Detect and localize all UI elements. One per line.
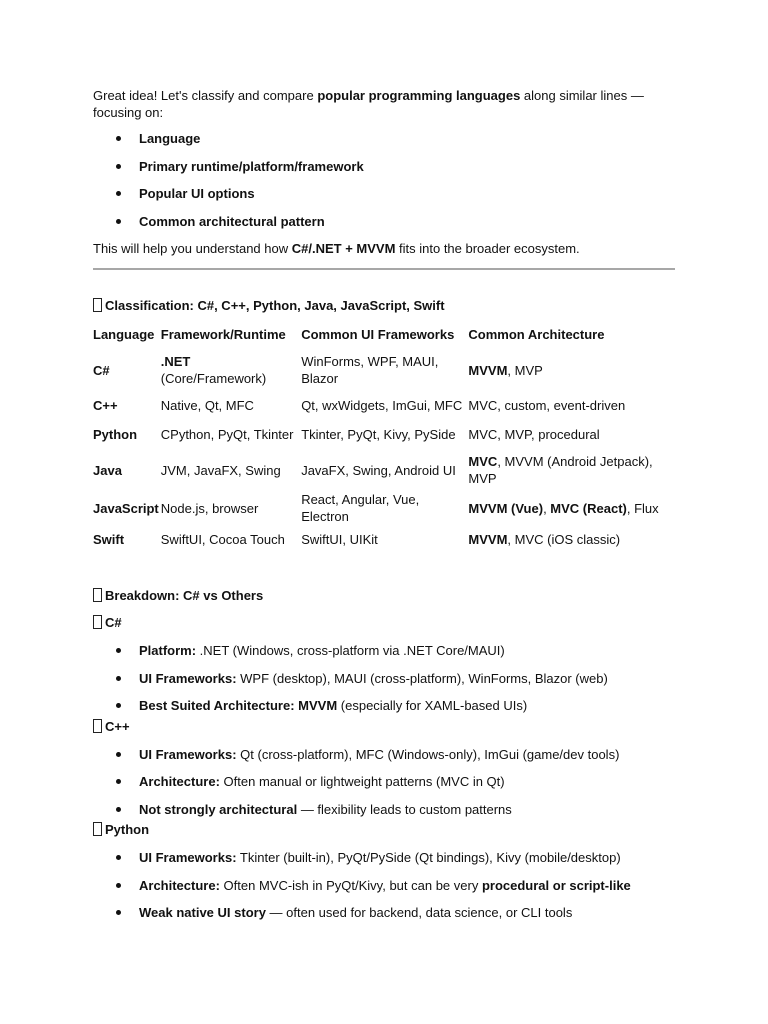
list-item (93, 773, 675, 801)
table-row (93, 349, 675, 391)
classification-table (93, 326, 675, 554)
language-cell: Java (93, 462, 122, 478)
list-item (93, 697, 675, 725)
ui-cell: Tkinter, PyQt, Kivy, PySide (301, 427, 456, 442)
column-header: Framework/Runtime (160, 327, 286, 342)
table-row (93, 391, 675, 420)
intro-text-end: along similar lines — focusing on: (93, 88, 644, 120)
architecture-bold: MVC (React) (550, 500, 627, 516)
item-label: UI Frameworks: (139, 746, 237, 762)
architecture-cell (468, 491, 675, 525)
architecture-bold: MVVM (Vue) (468, 500, 544, 516)
language-cell: C# (93, 362, 110, 378)
csharp-heading (93, 614, 675, 631)
item-text: (especially for XAML-based UIs) (337, 698, 528, 713)
item-text: WPF (desktop), MAUI (cross-platform), WinForms, Blazor (web) (236, 670, 608, 686)
list-item (93, 877, 675, 905)
ui-cell: SwiftUI, UIKit (301, 532, 378, 547)
column-header: Common UI Frameworks (301, 327, 455, 342)
item-text: Often manual or lightweight patterns (MVC in Qt) (219, 774, 505, 789)
intro-text: Great idea! Let's classify and compare (93, 88, 318, 103)
focus-item-label: Language (139, 131, 201, 146)
python-list (93, 849, 675, 932)
missing-glyph-icon (93, 615, 102, 629)
architecture-cell (468, 349, 675, 391)
list-item (93, 130, 675, 158)
language-cell: Swift (93, 532, 125, 547)
python-heading-text: Python (105, 822, 150, 837)
item-text: — flexibility leads to custom patterns (297, 801, 512, 817)
list-item (93, 670, 675, 698)
item-text: — often used for backend, data science, or CLI tools (265, 905, 573, 920)
focus-item-label: Popular UI options (139, 186, 255, 201)
summary-text-end: fits into the broader ecosystem. (395, 241, 580, 256)
item-label: Weak native UI story (139, 905, 266, 920)
missing-glyph-icon (93, 588, 102, 602)
item-text: Qt (cross-platform), MFC (Windows-only), ImGui (game/dev tools) (236, 746, 620, 762)
architecture-text: , MVC (iOS classic) (507, 532, 621, 547)
item-label: UI Frameworks: (139, 850, 237, 865)
item-text: Tkinter (built-in), PyQt/PySide (Qt bindings), Kivy (mobile/desktop) (236, 850, 621, 865)
list-item (93, 801, 675, 829)
horizontal-rule (93, 268, 675, 270)
architecture-bold: MVVM (468, 532, 508, 547)
framework-cell: SwiftUI, Cocoa Touch (160, 532, 285, 547)
architecture-cell: MVC, MVP, procedural (468, 427, 600, 442)
missing-glyph-icon (93, 298, 102, 312)
framework-cell (161, 349, 301, 391)
architecture-text: , Flux (626, 500, 659, 516)
item-text: .NET (Windows, cross-platform via .NET Core/MAUI) (196, 643, 505, 658)
breakdown-heading-text: Breakdown: C# vs Others (105, 588, 264, 603)
architecture-bold: MVC (468, 454, 498, 469)
framework-text: (Core/Framework) (160, 371, 267, 386)
list-item (93, 746, 675, 774)
table-row (93, 449, 675, 491)
focus-item-label: Common architectural pattern (139, 213, 325, 229)
cpp-heading-text: C++ (105, 718, 130, 734)
architecture-cell (468, 449, 675, 491)
column-header: Common Architecture (468, 327, 605, 342)
architecture-text: , MVP (507, 362, 543, 378)
framework-bold: .NET (160, 354, 191, 369)
csharp-heading-text: C# (105, 615, 122, 630)
list-item (93, 849, 675, 877)
item-label: Architecture: (139, 877, 220, 893)
ui-cell: React, Angular, Vue, Electron (301, 492, 420, 524)
architecture-text: , MVVM (Android Jetpack), MVP (468, 454, 653, 486)
intro-bold: popular programming languages (317, 88, 521, 103)
table-header-row (93, 326, 675, 349)
list-item (93, 213, 675, 241)
document-page (93, 87, 675, 932)
language-cell: Python (93, 427, 138, 442)
framework-cell: Native, Qt, MFC (160, 398, 254, 413)
breakdown-heading (93, 587, 675, 604)
csharp-list (93, 642, 675, 725)
list-item (93, 158, 675, 186)
item-label: Best Suited Architecture: MVVM (139, 698, 338, 713)
item-label: Architecture: (139, 774, 220, 789)
framework-cell: Node.js, browser (160, 500, 259, 516)
ui-cell: WinForms, WPF, MAUI, Blazor (301, 354, 439, 386)
list-item (93, 904, 675, 932)
item-label: Platform: (139, 643, 197, 658)
summary-paragraph (93, 240, 675, 257)
framework-cell: CPython, PyQt, Tkinter (160, 427, 294, 442)
framework-cell: JVM, JavaFX, Swing (160, 462, 281, 478)
ui-cell: JavaFX, Swing, Android UI (301, 462, 456, 478)
list-item (93, 642, 675, 670)
column-header: Language (93, 327, 155, 342)
architecture-cell: MVC, custom, event-driven (468, 398, 626, 413)
table-row (93, 491, 675, 525)
intro-paragraph (93, 87, 675, 121)
focus-item-label: Primary runtime/platform/framework (139, 158, 364, 174)
table-row (93, 420, 675, 449)
table-row (93, 525, 675, 554)
item-text: Often MVC-ish in PyQt/Kivy, but can be very (219, 877, 482, 893)
item-label: Not strongly architectural (139, 801, 298, 817)
architecture-separator: , (543, 500, 551, 516)
classification-heading (93, 297, 675, 314)
summary-text: This will help you understand how (93, 241, 292, 256)
ui-cell: Qt, wxWidgets, ImGui, MFC (301, 398, 463, 413)
classification-heading-text: Classification: C#, C++, Python, Java, JavaScript, Swift (105, 298, 445, 313)
list-item (93, 185, 675, 213)
item-label: UI Frameworks: (139, 670, 237, 686)
item-bold-tail: procedural or script-like (481, 877, 631, 893)
cpp-list (93, 746, 675, 829)
architecture-bold: MVVM (468, 362, 508, 378)
focus-list (93, 130, 675, 240)
summary-bold: C#/.NET + MVVM (291, 241, 396, 256)
language-cell: C++ (93, 398, 118, 413)
language-cell: JavaScript (93, 500, 159, 516)
architecture-cell (468, 525, 675, 554)
